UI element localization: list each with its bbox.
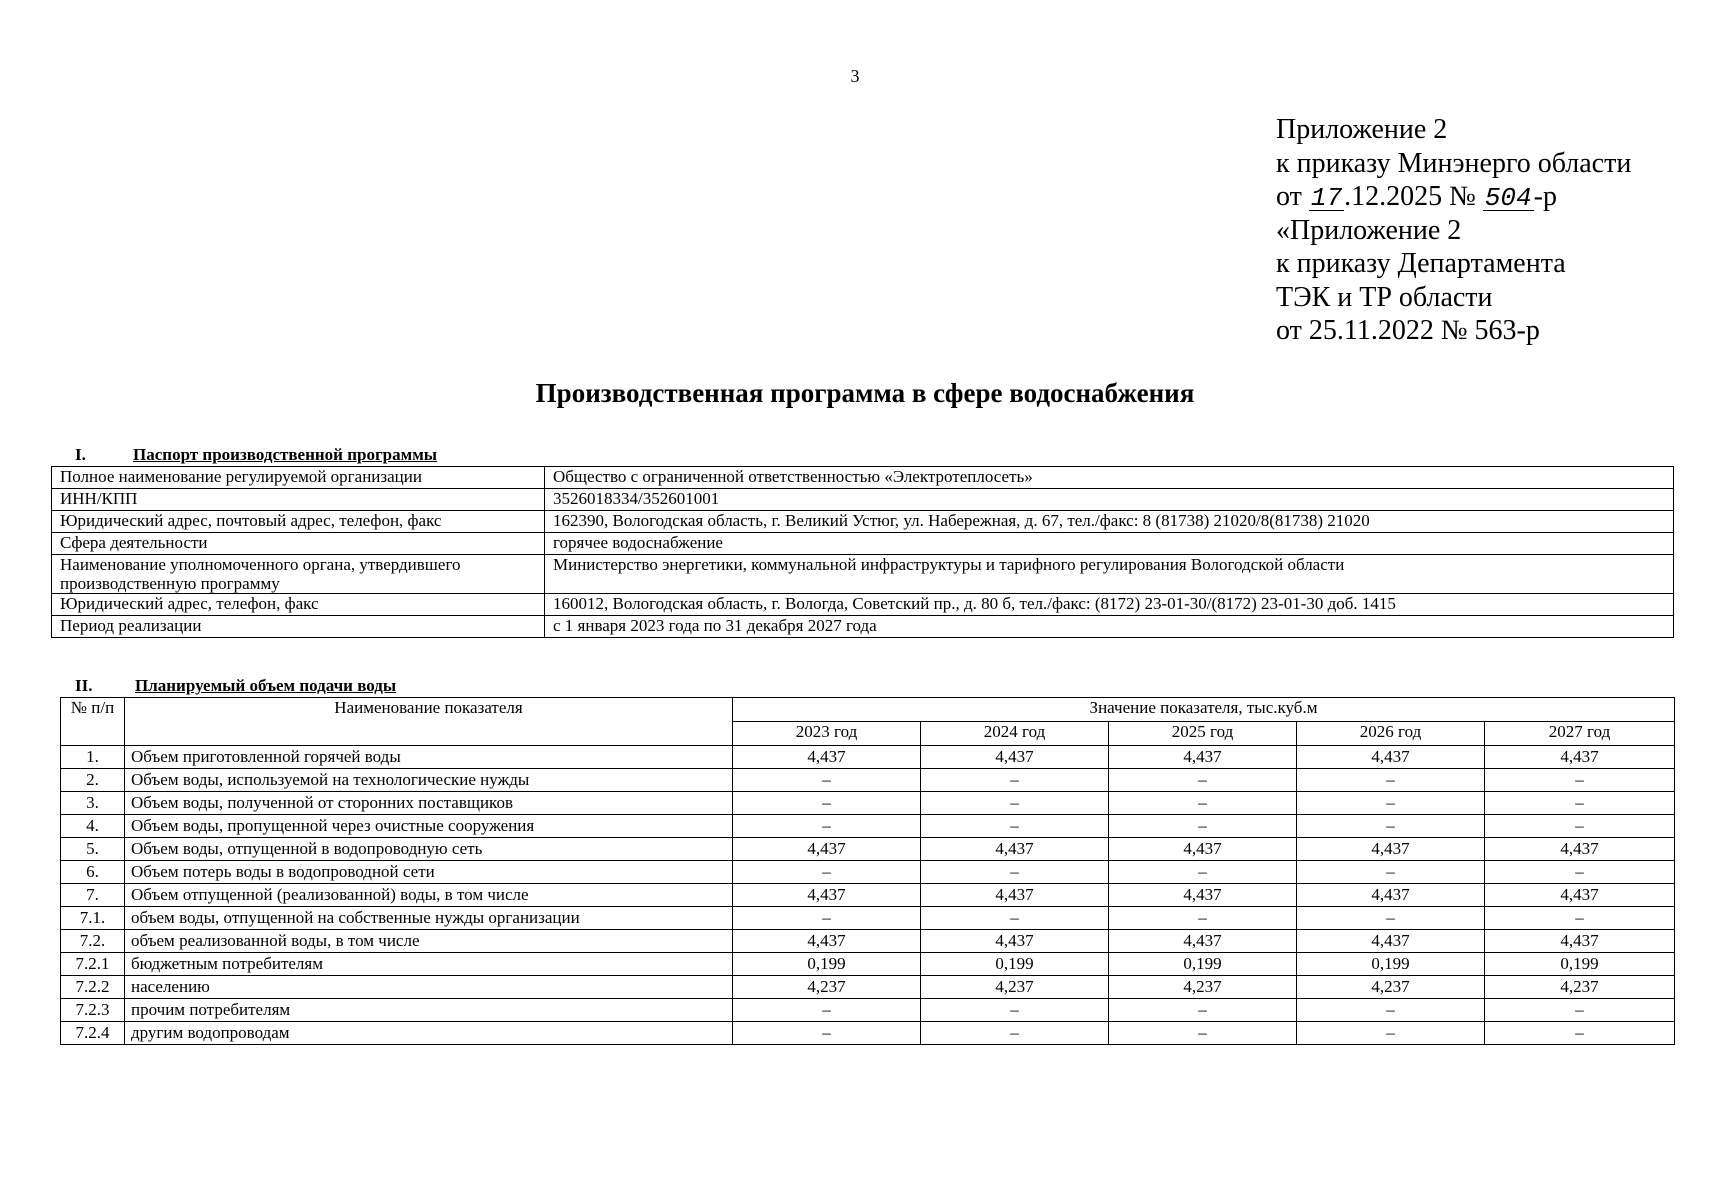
indicator-name: Объем потерь воды в водопроводной сети bbox=[125, 861, 733, 884]
indicator-name: населению bbox=[125, 976, 733, 999]
year-header: 2025 год bbox=[1109, 722, 1297, 746]
row-number: 3. bbox=[61, 792, 125, 815]
appendix-date-line bbox=[1276, 180, 1631, 214]
appendix-line-2: к приказу Минэнерго области bbox=[1276, 147, 1632, 179]
indicator-value: 4,437 bbox=[733, 930, 921, 953]
col-header-name: Наименование показателя bbox=[125, 698, 733, 746]
section-1-heading bbox=[75, 445, 437, 465]
table-row bbox=[61, 792, 1675, 815]
indicator-value: 0,199 bbox=[733, 953, 921, 976]
passport-label: Наименование уполномоченного органа, утвердившего производственную программу bbox=[52, 555, 545, 594]
passport-label: ИНН/КПП bbox=[52, 489, 545, 511]
table-row bbox=[61, 769, 1675, 792]
indicator-value: 4,437 bbox=[1297, 838, 1485, 861]
table-row bbox=[61, 884, 1675, 907]
indicator-name: Объем воды, пропущенной через очистные сооружения bbox=[125, 815, 733, 838]
indicator-name: Объем отпущенной (реализованной) воды, в том числе bbox=[125, 884, 733, 907]
passport-value: горячее водоснабжение bbox=[545, 533, 1674, 555]
indicator-value: 0,199 bbox=[1485, 953, 1675, 976]
row-number: 5. bbox=[61, 838, 125, 861]
document-title: Производственная программа в сфере водоснабжения bbox=[535, 378, 1195, 408]
indicator-value: – bbox=[1109, 1022, 1297, 1045]
appendix-block bbox=[1276, 113, 1631, 348]
passport-table bbox=[51, 466, 1674, 638]
indicator-name: бюджетным потребителям bbox=[125, 953, 733, 976]
indicator-value: – bbox=[1297, 907, 1485, 930]
indicator-value: – bbox=[733, 792, 921, 815]
passport-label: Юридический адрес, телефон, факс bbox=[52, 594, 545, 616]
indicator-value: – bbox=[1109, 792, 1297, 815]
indicator-value: – bbox=[1485, 999, 1675, 1022]
indicator-name: Объем воды, используемой на технологические нужды bbox=[125, 769, 733, 792]
table-row bbox=[61, 907, 1675, 930]
indicator-value: 4,437 bbox=[733, 838, 921, 861]
indicator-value: 4,437 bbox=[921, 838, 1109, 861]
passport-label: Сфера деятельности bbox=[52, 533, 545, 555]
indicator-value: – bbox=[1485, 907, 1675, 930]
year-header: 2027 год bbox=[1485, 722, 1675, 746]
indicator-value: – bbox=[921, 1022, 1109, 1045]
table-row bbox=[61, 815, 1675, 838]
indicator-value: – bbox=[1109, 907, 1297, 930]
indicator-value: – bbox=[1485, 815, 1675, 838]
handwritten-day: 17 bbox=[1310, 183, 1343, 213]
indicator-value: – bbox=[1109, 815, 1297, 838]
indicator-value: 4,237 bbox=[1109, 976, 1297, 999]
indicator-value: 4,237 bbox=[921, 976, 1109, 999]
indicator-value: 4,437 bbox=[1297, 884, 1485, 907]
indicator-value: – bbox=[1297, 792, 1485, 815]
passport-row bbox=[52, 489, 1674, 511]
handwritten-order-number: 504 bbox=[1484, 183, 1532, 213]
indicator-value: – bbox=[733, 907, 921, 930]
appendix-line-7: от 25.11.2022 № 563-р bbox=[1276, 315, 1540, 346]
water-volume-table bbox=[60, 697, 1675, 1045]
table-row bbox=[61, 999, 1675, 1022]
passport-row bbox=[52, 533, 1674, 555]
indicator-value: – bbox=[1297, 861, 1485, 884]
indicator-value: 4,437 bbox=[1297, 930, 1485, 953]
passport-label: Полное наименование регулируемой организации bbox=[52, 467, 545, 489]
indicator-value: – bbox=[921, 999, 1109, 1022]
table-row bbox=[61, 861, 1675, 884]
indicator-value: 4,437 bbox=[1109, 838, 1297, 861]
section-2-number: II. bbox=[75, 676, 93, 695]
indicator-name: прочим потребителям bbox=[125, 999, 733, 1022]
indicator-value: – bbox=[921, 792, 1109, 815]
indicator-name: другим водопроводам bbox=[125, 1022, 733, 1045]
row-number: 7.2.4 bbox=[61, 1022, 125, 1045]
date-prefix: от bbox=[1276, 181, 1309, 212]
indicator-value: 0,199 bbox=[1109, 953, 1297, 976]
row-number: 7.2.1 bbox=[61, 953, 125, 976]
indicator-value: 4,437 bbox=[1485, 884, 1675, 907]
row-number: 4. bbox=[61, 815, 125, 838]
indicator-value: – bbox=[1109, 769, 1297, 792]
indicator-value: – bbox=[733, 861, 921, 884]
table-row bbox=[61, 976, 1675, 999]
indicator-value: 4,437 bbox=[1109, 930, 1297, 953]
page-number: 3 bbox=[850, 66, 860, 86]
table-row bbox=[61, 838, 1675, 861]
passport-row bbox=[52, 616, 1674, 638]
appendix-line-1: Приложение 2 bbox=[1276, 114, 1448, 145]
passport-value: Общество с ограниченной ответственностью «Электротеплосеть» bbox=[545, 467, 1674, 489]
indicator-value: – bbox=[921, 861, 1109, 884]
row-number: 7.1. bbox=[61, 907, 125, 930]
section-2-heading bbox=[75, 676, 396, 696]
indicator-value: – bbox=[1297, 815, 1485, 838]
row-number: 7.2.3 bbox=[61, 999, 125, 1022]
year-header: 2023 год bbox=[733, 722, 921, 746]
passport-row bbox=[52, 511, 1674, 533]
indicator-value: – bbox=[733, 1022, 921, 1045]
table-row bbox=[61, 953, 1675, 976]
indicator-value: 4,237 bbox=[733, 976, 921, 999]
year-header: 2024 год bbox=[921, 722, 1109, 746]
col-header-number: № п/п bbox=[61, 698, 125, 746]
row-number: 7. bbox=[61, 884, 125, 907]
indicator-value: 4,437 bbox=[921, 746, 1109, 769]
indicator-name: Объем воды, полученной от сторонних поставщиков bbox=[125, 792, 733, 815]
indicator-value: 4,437 bbox=[1485, 746, 1675, 769]
indicator-value: 4,437 bbox=[733, 746, 921, 769]
passport-label: Юридический адрес, почтовый адрес, телефон, факс bbox=[52, 511, 545, 533]
row-number: 1. bbox=[61, 746, 125, 769]
indicator-name: Объем приготовленной горячей воды bbox=[125, 746, 733, 769]
indicator-value: – bbox=[1297, 1022, 1485, 1045]
passport-row bbox=[52, 594, 1674, 616]
indicator-value: 4,237 bbox=[1485, 976, 1675, 999]
indicator-value: 4,237 bbox=[1297, 976, 1485, 999]
indicator-value: – bbox=[921, 769, 1109, 792]
passport-value: Министерство энергетики, коммунальной инфраструктуры и тарифного регулирования Вологодской области bbox=[545, 555, 1674, 594]
indicator-value: 4,437 bbox=[1485, 930, 1675, 953]
year-header: 2026 год bbox=[1297, 722, 1485, 746]
passport-value: с 1 января 2023 года по 31 декабря 2027 года bbox=[545, 616, 1674, 638]
table-row bbox=[61, 746, 1675, 769]
indicator-value: – bbox=[1297, 999, 1485, 1022]
row-number: 7.2. bbox=[61, 930, 125, 953]
indicator-value: 4,437 bbox=[1109, 746, 1297, 769]
indicator-name: объем реализованной воды, в том числе bbox=[125, 930, 733, 953]
indicator-value: – bbox=[1109, 861, 1297, 884]
indicator-value: – bbox=[1485, 1022, 1675, 1045]
indicator-value: – bbox=[733, 999, 921, 1022]
indicator-value: – bbox=[1297, 769, 1485, 792]
order-suffix: -р bbox=[1533, 181, 1557, 212]
appendix-line-4: «Приложение 2 bbox=[1276, 214, 1462, 246]
table-row bbox=[61, 930, 1675, 953]
row-number: 7.2.2 bbox=[61, 976, 125, 999]
section-1-title: Паспорт производственной программы bbox=[133, 445, 438, 464]
indicator-value: 4,437 bbox=[921, 930, 1109, 953]
indicator-value: 4,437 bbox=[921, 884, 1109, 907]
passport-row bbox=[52, 467, 1674, 489]
indicator-value: – bbox=[921, 815, 1109, 838]
indicator-value: 0,199 bbox=[921, 953, 1109, 976]
indicator-value: – bbox=[1485, 792, 1675, 815]
indicator-value: 4,437 bbox=[733, 884, 921, 907]
row-number: 6. bbox=[61, 861, 125, 884]
indicator-name: Объем воды, отпущенной в водопроводную сеть bbox=[125, 838, 733, 861]
passport-value: 160012, Вологодская область, г. Вологда, Советский пр., д. 80 б, тел./факс: (8172) 23-01-30/(8172) 23-01-30 доб. 1415 bbox=[545, 594, 1674, 616]
col-header-value-group: Значение показателя, тыс.куб.м bbox=[733, 698, 1675, 722]
table-row bbox=[61, 1022, 1675, 1045]
date-rest: .12.2025 № bbox=[1344, 181, 1483, 212]
passport-value: 162390, Вологодская область, г. Великий Устюг, ул. Набережная, д. 67, тел./факс: 8 (81738) 21020/8(81738) 21020 bbox=[545, 511, 1674, 533]
row-number: 2. bbox=[61, 769, 125, 792]
passport-label: Период реализации bbox=[52, 616, 545, 638]
indicator-name: объем воды, отпущенной на собственные нужды организации bbox=[125, 907, 733, 930]
appendix-line-5: к приказу Департамента bbox=[1276, 248, 1566, 279]
passport-value: 3526018334/352601001 bbox=[545, 489, 1674, 511]
indicator-value: 4,437 bbox=[1109, 884, 1297, 907]
indicator-value: – bbox=[1109, 999, 1297, 1022]
section-1-number: I. bbox=[75, 445, 86, 464]
indicator-value: – bbox=[921, 907, 1109, 930]
appendix-line-6: ТЭК и ТР области bbox=[1276, 281, 1493, 313]
indicator-value: 0,199 bbox=[1297, 953, 1485, 976]
indicator-value: – bbox=[733, 769, 921, 792]
indicator-value: 4,437 bbox=[1485, 838, 1675, 861]
indicator-value: – bbox=[733, 815, 921, 838]
indicator-value: 4,437 bbox=[1297, 746, 1485, 769]
passport-row bbox=[52, 555, 1674, 594]
indicator-value: – bbox=[1485, 861, 1675, 884]
indicator-value: – bbox=[1485, 769, 1675, 792]
section-2-title: Планируемый объем подачи воды bbox=[135, 676, 397, 695]
